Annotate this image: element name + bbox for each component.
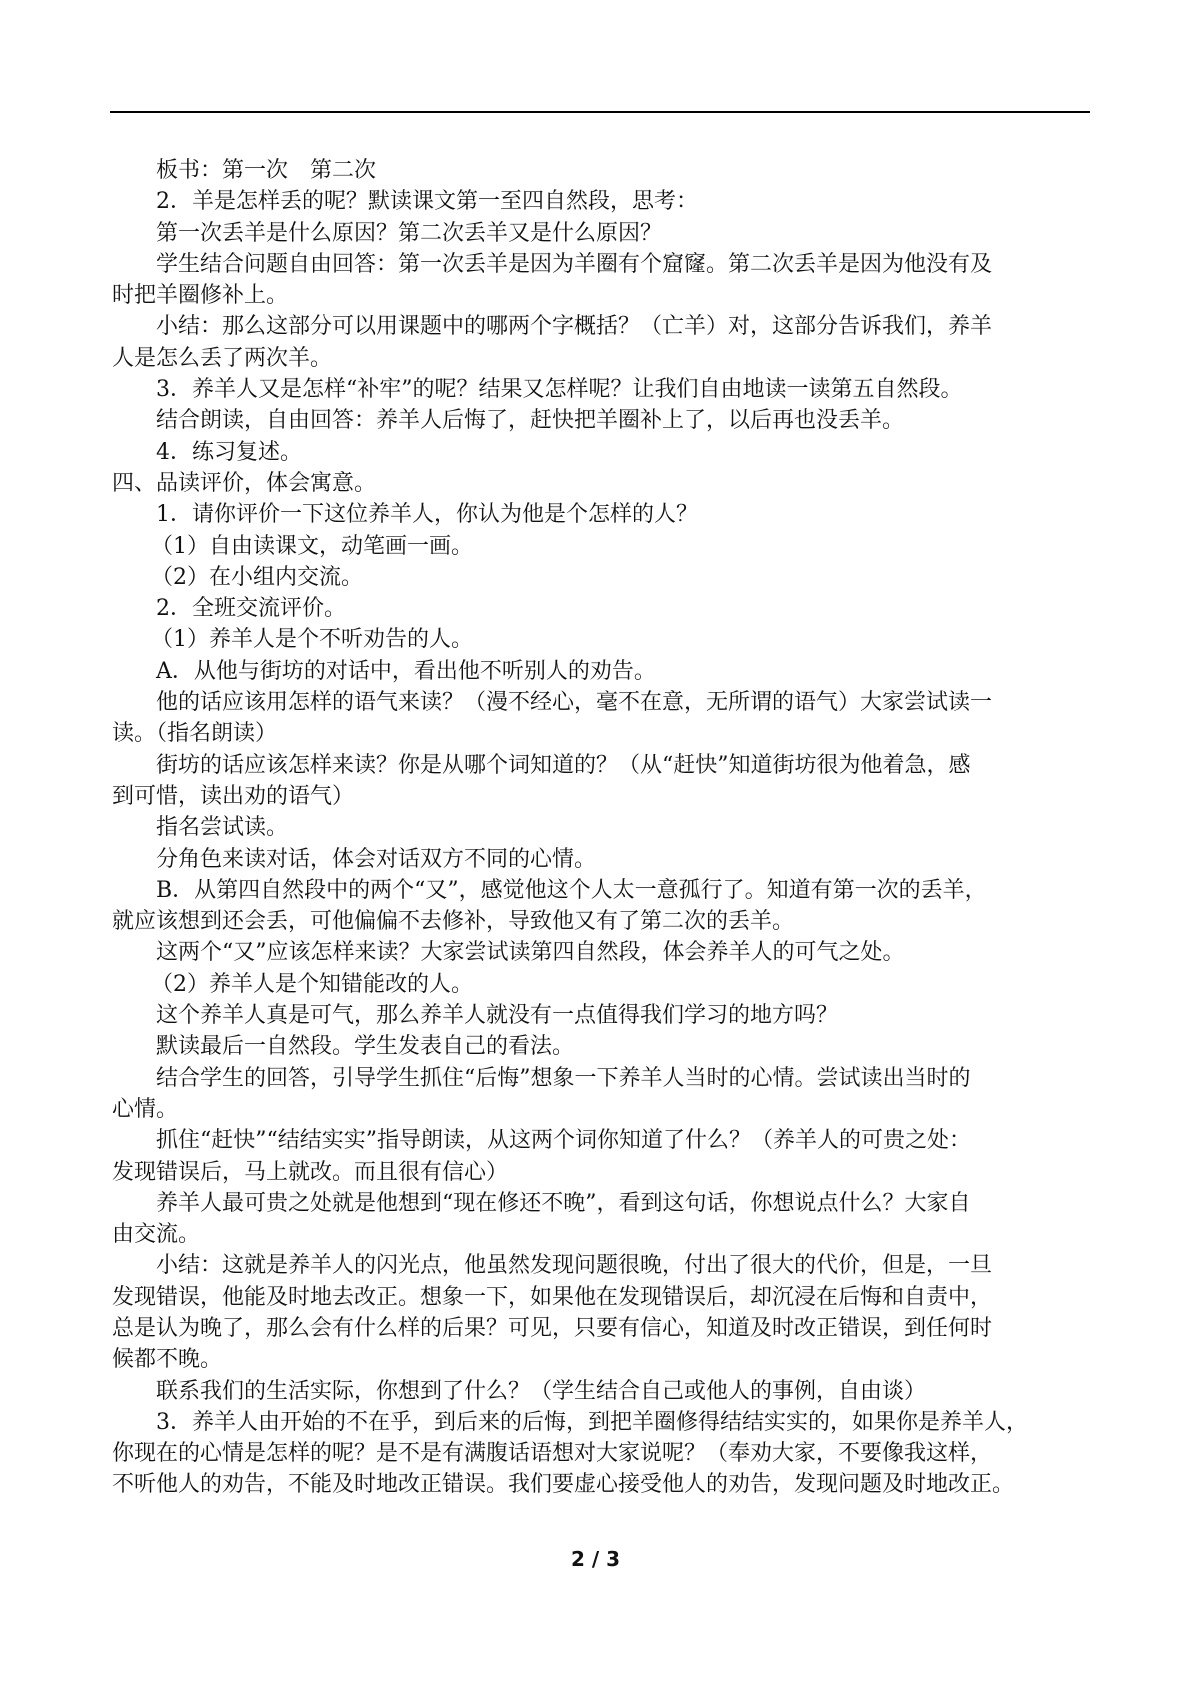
paragraph-line: 心情。 [112, 1096, 179, 1122]
paragraph-line: 时把羊圈修补上。 [112, 283, 289, 309]
paragraph-line: 不听他人的劝告，不能及时地改正错误。我们要虚心接受他人的劝告，发现问题及时地改正。 [112, 1472, 1015, 1498]
paragraph-line: 2．羊是怎样丢的呢？默读课文第一至四自然段，思考： [156, 189, 698, 215]
paragraph-line: A．从他与街坊的对话中，看出他不听别人的劝告。 [156, 658, 656, 684]
paragraph-line: 读。（指名朗读） [112, 721, 278, 747]
paragraph-line: 四、品读评价，体会寓意。 [112, 470, 377, 496]
paragraph-line: 候都不晚。 [112, 1347, 223, 1373]
paragraph-line: 学生结合问题自由回答：第一次丢羊是因为羊圈有个窟窿。第二次丢羊是因为他没有及 [156, 251, 993, 277]
paragraph-line: 他的话应该用怎样的语气来读？（漫不经心，毫不在意，无所谓的语气）大家尝试读一 [156, 690, 993, 716]
paragraph-line: 这个养羊人真是可气，那么养羊人就没有一点值得我们学习的地方吗？ [156, 1003, 839, 1029]
paragraph-line: 3．养羊人由开始的不在乎，到后来的后悔，到把羊圈修得结结实实的，如果你是养羊人， [156, 1409, 1029, 1435]
paragraph-line: 小结：那么这部分可以用课题中的哪两个字概括？（亡羊）对，这部分告诉我们，养羊 [156, 314, 993, 340]
paragraph-line: 你现在的心情是怎样的呢？是不是有满腹话语想对大家说呢？（奉劝大家，不要像我这样， [112, 1441, 993, 1467]
paragraph-line: 第一次丢羊是什么原因？第二次丢羊又是什么原因？ [156, 220, 663, 246]
page-number: 2 / 3 [570, 1547, 621, 1571]
paragraph-line: 分角色来读对话，体会对话双方不同的心情。 [156, 846, 597, 872]
paragraph-line: （2）养羊人是个知错能改的人。 [151, 971, 473, 997]
paragraph-line: 默读最后一自然段。学生发表自己的看法。 [156, 1034, 575, 1060]
paragraph-line: 这两个“又”应该怎样来读？大家尝试读第四自然段，体会养羊人的可气之处。 [156, 940, 905, 966]
paragraph-line: 就应该想到还会丢，可他偏偏不去修补，导致他又有了第二次的丢羊。 [112, 909, 795, 935]
paragraph-line: 到可惜，读出劝的语气） [112, 783, 355, 809]
paragraph-line: 街坊的话应该怎样来读？你是从哪个词知道的？（从“赶快”知道街坊很为他着急，感 [156, 752, 971, 778]
paragraph-line: 发现错误后，马上就改。而且很有信心） [112, 1159, 509, 1185]
paragraph-line: 发现错误，他能及时地去改正。想象一下，如果他在发现错误后，却沉浸在后悔和自责中， [112, 1284, 993, 1310]
paragraph-line: 联系我们的生活实际，你想到了什么？（学生结合自己或他人的事例，自由谈） [156, 1378, 927, 1404]
paragraph-line: 人是怎么丢了两次羊。 [112, 345, 333, 371]
paragraph-line: B．从第四自然段中的两个“又”，感觉他这个人太一意孤行了。知道有第一次的丢羊， [156, 877, 987, 903]
paragraph-line: 2．全班交流评价。 [156, 596, 346, 622]
paragraph-line: 板书：第一次 第二次 [156, 158, 377, 183]
paragraph-line: （1）养羊人是个不听劝告的人。 [151, 627, 473, 653]
paragraph-line: 4．练习复述。 [156, 439, 302, 465]
paragraph-line: 抓住“赶快”“结结实实”指导朗读，从这两个词你知道了什么？（养羊人的可贵之处： [156, 1128, 971, 1154]
paragraph-line: 养羊人最可贵之处就是他想到“现在修还不晚”，看到这句话，你想说点什么？大家自 [156, 1190, 971, 1216]
paragraph-line: 1．请你评价一下这位养羊人，你认为他是个怎样的人？ [156, 502, 698, 528]
paragraph-line: 3．养羊人又是怎样“补牢”的呢？结果又怎样呢？让我们自由地读一读第五自然段。 [156, 377, 963, 403]
paragraph-line: 结合朗读，自由回答：养羊人后悔了，赶快把羊圈补上了，以后再也没丢羊。 [156, 408, 905, 434]
header-rule [110, 111, 1090, 113]
paragraph-line: 指名尝试读。 [156, 815, 289, 841]
paragraph-line: （2）在小组内交流。 [151, 564, 363, 590]
paragraph-line: 总是认为晚了，那么会有什么样的后果？可见，只要有信心，知道及时改正错误，到任何时 [112, 1315, 993, 1341]
document-body [112, 155, 1092, 1501]
paragraph-line: 由交流。 [112, 1222, 201, 1248]
paragraph-line: （1）自由读课文，动笔画一画。 [151, 533, 473, 559]
paragraph-line: 结合学生的回答，引导学生抓住“后悔”想象一下养羊人当时的心情。尝试读出当时的 [156, 1065, 971, 1091]
paragraph-line: 小结：这就是养羊人的闪光点，他虽然发现问题很晚，付出了很大的代价，但是，一旦 [156, 1253, 993, 1279]
